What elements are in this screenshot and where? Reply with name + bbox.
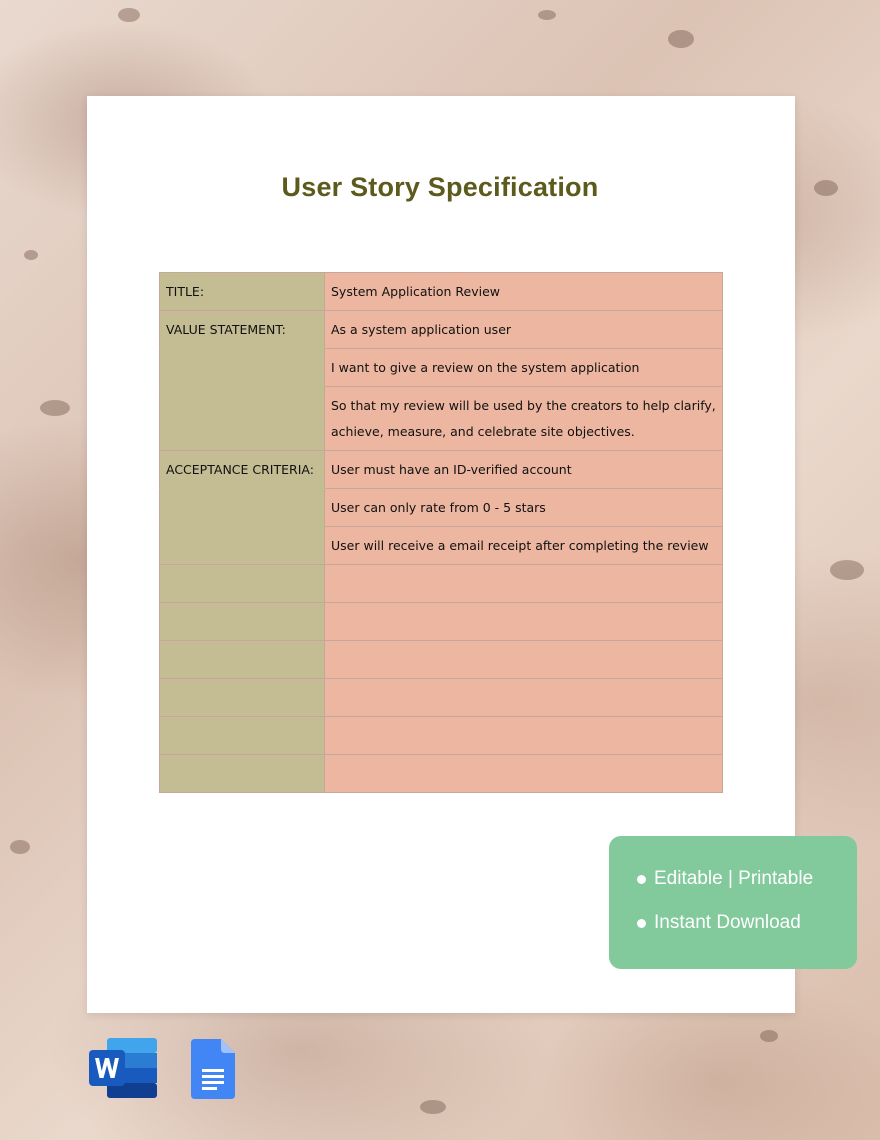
row-label (160, 755, 325, 793)
bullet-icon (637, 919, 646, 928)
table-row (160, 489, 723, 527)
row-label (160, 717, 325, 755)
row-label (160, 489, 325, 527)
row-value (325, 603, 723, 641)
table-row (160, 349, 723, 387)
feature-item (637, 912, 801, 934)
row-value: User must have an ID-verified account (325, 451, 723, 489)
row-value (325, 565, 723, 603)
table-row (160, 717, 723, 755)
row-value: System Application Review (325, 273, 723, 311)
row-value: As a system application user (325, 311, 723, 349)
table-row (160, 527, 723, 565)
row-label (160, 387, 325, 451)
feature-download-label: Instant Download (654, 912, 801, 933)
google-docs-icon[interactable] (191, 1039, 235, 1099)
table-row (160, 679, 723, 717)
table-row (160, 755, 723, 793)
row-value: User can only rate from 0 - 5 stars (325, 489, 723, 527)
row-value (325, 679, 723, 717)
table-row (160, 565, 723, 603)
row-label: ACCEPTANCE CRITERIA: (160, 451, 325, 489)
table-row (160, 451, 723, 489)
row-value: So that my review will be used by the creators to help clarify, achieve, measure, and celebrate site objectives. (325, 387, 723, 451)
table-row (160, 387, 723, 451)
row-value (325, 755, 723, 793)
row-label (160, 527, 325, 565)
row-value (325, 717, 723, 755)
table-row (160, 311, 723, 349)
row-label: TITLE: (160, 273, 325, 311)
row-label: VALUE STATEMENT: (160, 311, 325, 349)
feature-item (637, 868, 813, 890)
row-label (160, 603, 325, 641)
row-label (160, 349, 325, 387)
bullet-icon (637, 875, 646, 884)
microsoft-word-icon[interactable] (89, 1038, 157, 1098)
row-value: User will receive a email receipt after completing the review (325, 527, 723, 565)
document-title: User Story Specification (281, 172, 599, 202)
table-row (160, 641, 723, 679)
row-value (325, 641, 723, 679)
feature-editable-label: Editable | Printable (654, 868, 814, 889)
features-badge (609, 836, 857, 969)
row-label (160, 565, 325, 603)
row-value: I want to give a review on the system application (325, 349, 723, 387)
row-label (160, 641, 325, 679)
row-label (160, 679, 325, 717)
user-story-table (159, 272, 723, 793)
table-row (160, 273, 723, 311)
table-row (160, 603, 723, 641)
